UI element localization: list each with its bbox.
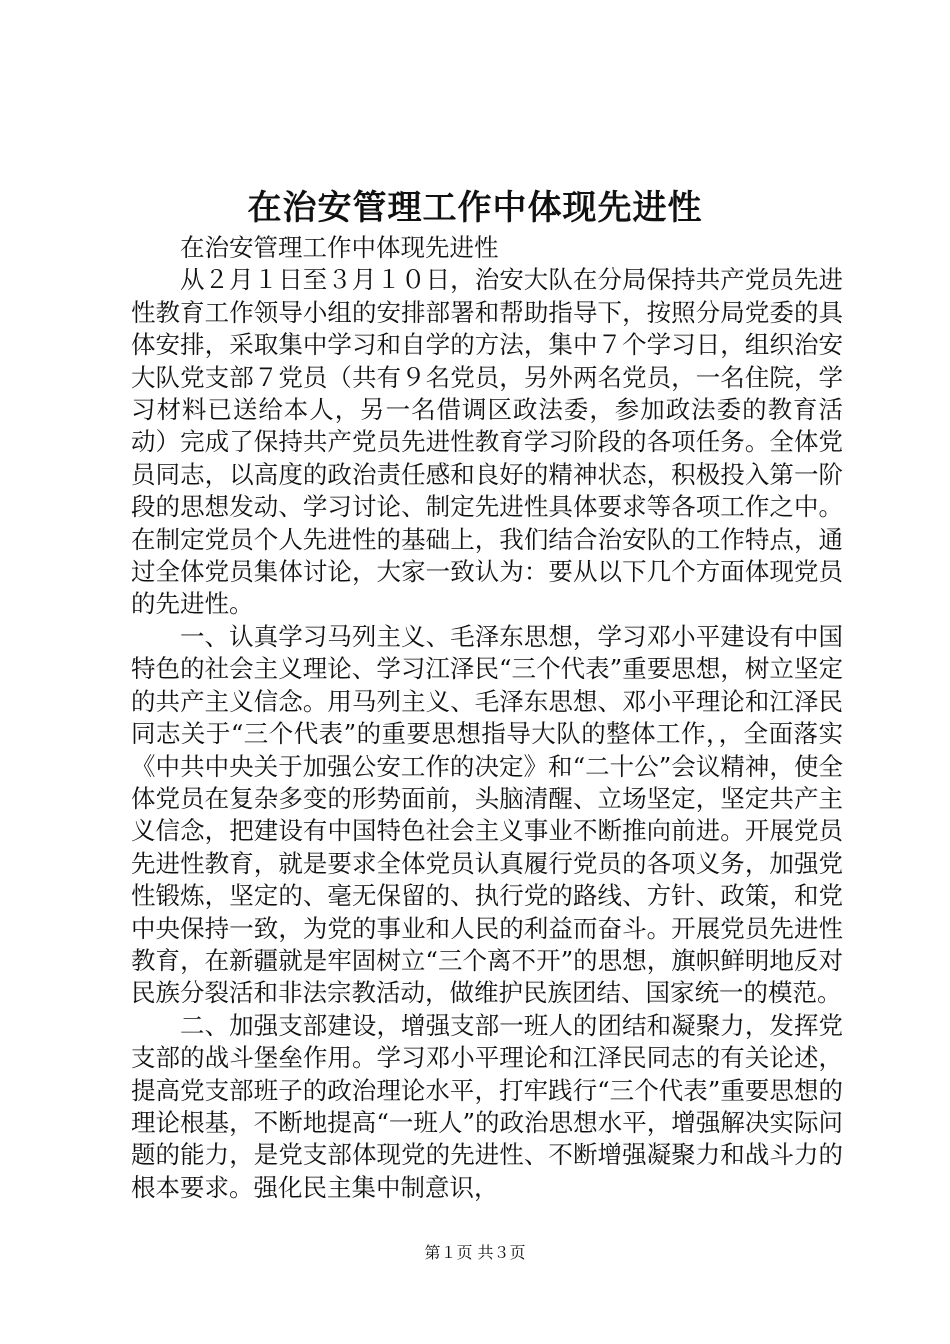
page-number-footer: 第１页 共３页 xyxy=(424,1243,526,1262)
paragraph-subtitle: 在治安管理工作中体现先进性 xyxy=(180,233,499,262)
paragraph-section-two: 二、加强支部建设，增强支部一班人的团结和凝聚力，发挥党支部的战斗堡垒作用。学习邓小平理论和江泽民同志的有关论述，提高党支部班子的政治理论水平，打牢践行“三个代表”重要思想的理论根基，不断地提高“一班人”的政治思想水平，增强解决实际问题的能力，是党支部体现党的先进性、不断增强凝聚力和战斗力的根本要求。强化民主集中制意识， xyxy=(131,1010,843,1202)
paragraph-section-one: 一、认真学习马列主义、毛泽东思想，学习邓小平建设有中国特色的社会主义理论、学习江泽民“三个代表”重要思想，树立坚定的共产主义信念。用马列主义、毛泽东思想、邓小平理论和江泽民同志关于“三个代表”的重要思想指导大队的整体工作，，全面落实《中共中央关于加强公安工作的决定》和“二十公”会议精神，使全体党员在复杂多变的形势面前，头脑清醒、立场坚定，坚定共产主义信念，把建设有中国特色社会主义事业不断推向前进。开展党员先进性教育，就是要求全体党员认真履行党员的各项义务，加强党性锻炼，坚定的、毫无保留的、执行党的路线、方针、政策，和党中央保持一致，为党的事业和人民的利益而奋斗。开展党员先进性教育，在新疆就是牢固树立“三个离不开”的思想，旗帜鲜明地反对民族分裂活和非法宗教活动，做维护民族团结、国家统一的模范。 xyxy=(131,621,843,1008)
document-title: 在治安管理工作中体现先进性 xyxy=(247,188,703,228)
document-body xyxy=(131,232,843,1204)
paragraph-intro: 从２月１日至３月１０日，治安大队在分局保持共产党员先进性教育工作领导小组的安排部署和帮助指导下，按照分局党委的具体安排，采取集中学习和自学的方法，集中７个学习日，组织治安大队党支部７党员（共有９名党员，另外两名党员，一名住院，学习材料已送给本人，另一名借调区政法委，参加政法委的教育活动）完成了保持共产党员先进性教育学习阶段的各项任务。全体党员同志，以高度的政治责任感和良好的精神状态，积极投入第一阶段的思想发动、学习讨论、制定先进性具体要求等各项工作之中。在制定党员个人先进性的基础上，我们结合治安队的工作特点，通过全体党员集体讨论，大家一致认为：要从以下几个方面体现党员的先进性。 xyxy=(131,265,843,619)
